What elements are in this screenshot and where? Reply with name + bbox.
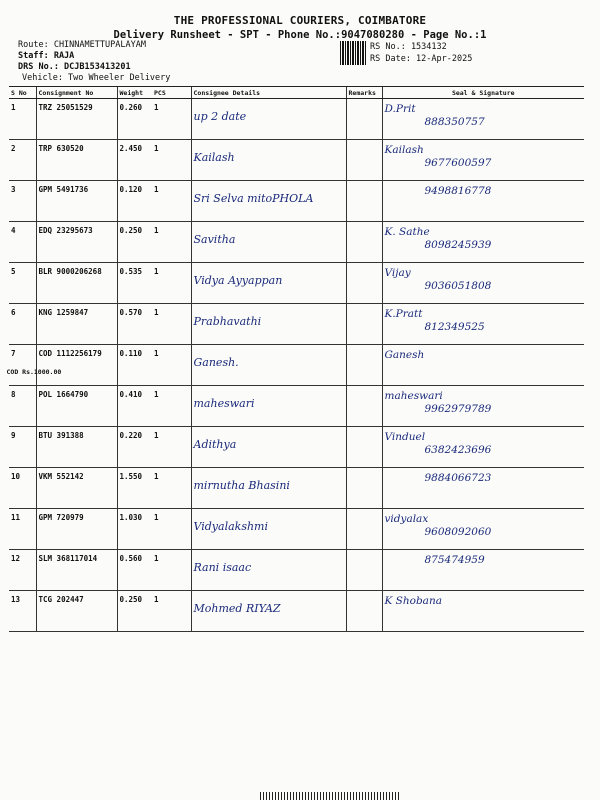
signature-name: Vinduel: [384, 431, 426, 443]
consignee-handwriting: maheswari: [193, 397, 255, 410]
table-row: [9, 427, 584, 468]
col-remarks: Remarks: [346, 87, 382, 99]
signature-phone: 6382423696: [424, 444, 492, 456]
table-row: [9, 550, 584, 591]
row-weight: 2.450: [117, 140, 152, 181]
row-remarks: [346, 140, 382, 181]
cod-amount: COD Rs.1000.00: [6, 368, 62, 376]
row-signature: [382, 222, 584, 263]
row-remarks: [346, 222, 382, 263]
consignment-no: TRP 630520: [38, 144, 84, 153]
row-sno: 11: [9, 509, 36, 550]
consignee-handwriting: Prabhavathi: [193, 315, 262, 328]
row-remarks: [346, 181, 382, 222]
row-pcs: 1: [152, 222, 191, 263]
row-pcs: 1: [152, 386, 191, 427]
signature-phone: 9498816778: [424, 185, 492, 197]
consignee-handwriting: Vidya Ayyappan: [193, 274, 283, 287]
rs-number: RS No.: 1534132: [370, 42, 447, 52]
table-header: [9, 87, 584, 99]
col-consignment: Consignment No: [36, 87, 117, 99]
row-signature: [382, 550, 584, 591]
row-sno: 12: [9, 550, 36, 591]
row-signature: [382, 263, 584, 304]
row-signature: [382, 99, 584, 140]
consignment-no: EDQ 23295673: [38, 226, 93, 235]
row-consignee: [191, 386, 346, 427]
consignee-handwriting: Savitha: [193, 233, 236, 246]
drs-number: DRS No.: DCJB153413201: [18, 62, 131, 72]
row-consignment-no: [36, 99, 117, 140]
consignee-handwriting: up 2 date: [193, 110, 247, 123]
row-sno: 1: [9, 99, 36, 140]
row-consignment-no: [36, 304, 117, 345]
row-signature: [382, 386, 584, 427]
row-weight: 0.250: [117, 591, 152, 632]
col-sno: S No: [9, 87, 36, 99]
consignment-no: POL 1664790: [38, 390, 89, 399]
row-pcs: 1: [152, 550, 191, 591]
signature-phone: 875474959: [424, 554, 485, 566]
signature-name: Kailash: [384, 144, 424, 156]
row-remarks: [346, 99, 382, 140]
row-weight: 0.560: [117, 550, 152, 591]
row-weight: 0.110: [117, 345, 152, 386]
signature-phone: 888350757: [424, 116, 485, 128]
consignee-handwriting: Adithya: [193, 438, 237, 451]
consignee-handwriting: Rani isaac: [193, 561, 252, 574]
company-title: THE PROFESSIONAL COURIERS, COIMBATORE: [173, 14, 427, 27]
row-pcs: 1: [152, 263, 191, 304]
signature-phone: 812349525: [424, 321, 485, 333]
row-consignment-no: [36, 509, 117, 550]
row-remarks: [346, 591, 382, 632]
signature-name: K. Sathe: [384, 226, 430, 238]
row-signature: [382, 468, 584, 509]
table-row: [9, 509, 584, 550]
row-pcs: 1: [152, 99, 191, 140]
consignment-no: GPM 5491736: [38, 185, 89, 194]
row-pcs: 1: [152, 468, 191, 509]
row-consignee: [191, 509, 346, 550]
row-remarks: [346, 427, 382, 468]
consignee-handwriting: Kailash: [193, 151, 235, 164]
signature-phone: 9036051808: [424, 280, 492, 292]
signature-name: D.Prit: [384, 103, 416, 115]
row-consignment-no: [36, 263, 117, 304]
row-pcs: 1: [152, 591, 191, 632]
signature-phone: 8098245939: [424, 239, 492, 251]
consignment-no: SLM 368117014: [38, 554, 98, 563]
consignment-no: TCG 202447: [38, 595, 84, 604]
row-weight: 0.570: [117, 304, 152, 345]
table-row: [9, 591, 584, 632]
row-weight: 1.030: [117, 509, 152, 550]
row-consignment-no: [36, 386, 117, 427]
row-consignment-no: [36, 181, 117, 222]
row-signature: [382, 509, 584, 550]
row-weight: 0.120: [117, 181, 152, 222]
row-weight: 0.410: [117, 386, 152, 427]
row-weight: 0.220: [117, 427, 152, 468]
row-weight: 0.250: [117, 222, 152, 263]
table-row: [9, 386, 584, 427]
row-remarks: [346, 468, 382, 509]
row-remarks: [346, 304, 382, 345]
row-signature: [382, 345, 584, 386]
row-remarks: [346, 345, 382, 386]
table-row: [9, 181, 584, 222]
table-row: [9, 263, 584, 304]
row-consignee: [191, 304, 346, 345]
row-sno: 2: [9, 140, 36, 181]
table-row: [9, 99, 584, 140]
runsheet-subtitle: Delivery Runsheet - SPT - Phone No.:9047080280 - Page No.:1: [113, 29, 487, 41]
row-consignee: [191, 468, 346, 509]
row-sno: 9: [9, 427, 36, 468]
col-consignee: Consignee Details: [191, 87, 346, 99]
staff-label: Staff: RAJA: [18, 51, 75, 61]
route-label: Route: CHINNAMETTUPALAYAM: [18, 40, 146, 50]
row-consignee: [191, 263, 346, 304]
consignment-no: GPM 720979: [38, 513, 84, 522]
col-pcs: PCS: [152, 87, 191, 99]
row-weight: 1.550: [117, 468, 152, 509]
signature-phone: 9884066723: [424, 472, 492, 484]
signature-name: maheswari: [384, 390, 443, 402]
table-row: [9, 304, 584, 345]
rs-info: [370, 41, 472, 65]
row-sno: 3: [9, 181, 36, 222]
row-weight: 0.535: [117, 263, 152, 304]
row-sno: 10: [9, 468, 36, 509]
table-row: [9, 468, 584, 509]
row-consignee: [191, 99, 346, 140]
signature-phone: 9677600597: [424, 157, 492, 169]
row-pcs: 1: [152, 181, 191, 222]
consignment-no: TRZ 25051529: [38, 103, 93, 112]
consignment-no: VKM 552142: [38, 472, 84, 481]
row-signature: [382, 591, 584, 632]
signature-name: vidyalax: [384, 513, 429, 525]
row-consignee: [191, 345, 346, 386]
signature-phone: 9962979789: [424, 403, 492, 415]
row-sno: 13: [9, 591, 36, 632]
row-pcs: 1: [152, 140, 191, 181]
footer-barcode: [260, 792, 400, 800]
row-sno: 5: [9, 263, 36, 304]
consignee-handwriting: Mohmed RIYAZ: [193, 602, 281, 615]
row-consignment-no: [36, 140, 117, 181]
rs-date: RS Date: 12-Apr-2025: [370, 54, 473, 64]
row-consignment-no: [36, 591, 117, 632]
row-consignee: [191, 550, 346, 591]
consignment-no: BTU 391388: [38, 431, 84, 440]
table-row: [9, 345, 584, 386]
consignment-no: BLR 9000206268: [38, 267, 102, 276]
table-row: [9, 140, 584, 181]
consignee-handwriting: Vidyalakshmi: [193, 520, 269, 533]
table-row: [9, 222, 584, 263]
row-remarks: [346, 550, 382, 591]
row-consignee: [191, 591, 346, 632]
row-consignee: [191, 427, 346, 468]
row-sno: 7: [9, 345, 36, 386]
row-remarks: [346, 386, 382, 427]
row-consignee: [191, 222, 346, 263]
barcode-image: [340, 41, 366, 65]
row-consignment-no: [36, 222, 117, 263]
row-pcs: 1: [152, 345, 191, 386]
row-sno: 6: [9, 304, 36, 345]
consignment-no: KNG 1259847: [38, 308, 89, 317]
row-weight: 0.260: [117, 99, 152, 140]
row-consignment-no: [36, 427, 117, 468]
row-remarks: [346, 263, 382, 304]
row-signature: [382, 427, 584, 468]
col-weight: Weight: [117, 87, 152, 99]
signature-phone: 9608092060: [424, 526, 492, 538]
row-pcs: 1: [152, 304, 191, 345]
row-sno: 4: [9, 222, 36, 263]
signature-name: K.Pratt: [384, 308, 423, 320]
row-consignment-no: [36, 550, 117, 591]
vehicle-label: Vehicle: Two Wheeler Delivery: [22, 73, 171, 83]
col-signature: Seal & Signature: [382, 87, 584, 99]
runsheet-table: [6, 86, 584, 632]
signature-name: Vijay: [384, 267, 411, 279]
row-consignment-no: [36, 468, 117, 509]
signature-name: K Shobana: [384, 595, 442, 607]
table-body: [6, 99, 584, 632]
consignment-no: COD 1112256179: [38, 349, 102, 358]
row-signature: [382, 140, 584, 181]
row-signature: [382, 181, 584, 222]
consignee-handwriting: Sri Selva mitoPHOLA: [193, 192, 314, 205]
row-pcs: 1: [152, 509, 191, 550]
consignee-handwriting: Ganesh.: [193, 356, 239, 369]
row-sno: 8: [9, 386, 36, 427]
row-pcs: 1: [152, 427, 191, 468]
signature-name: Ganesh: [384, 349, 425, 361]
consignee-handwriting: mirnutha Bhasini: [193, 479, 290, 492]
row-consignee: [191, 181, 346, 222]
row-remarks: [346, 509, 382, 550]
row-consignee: [191, 140, 346, 181]
row-consignment-no: [6, 345, 117, 386]
row-signature: [382, 304, 584, 345]
